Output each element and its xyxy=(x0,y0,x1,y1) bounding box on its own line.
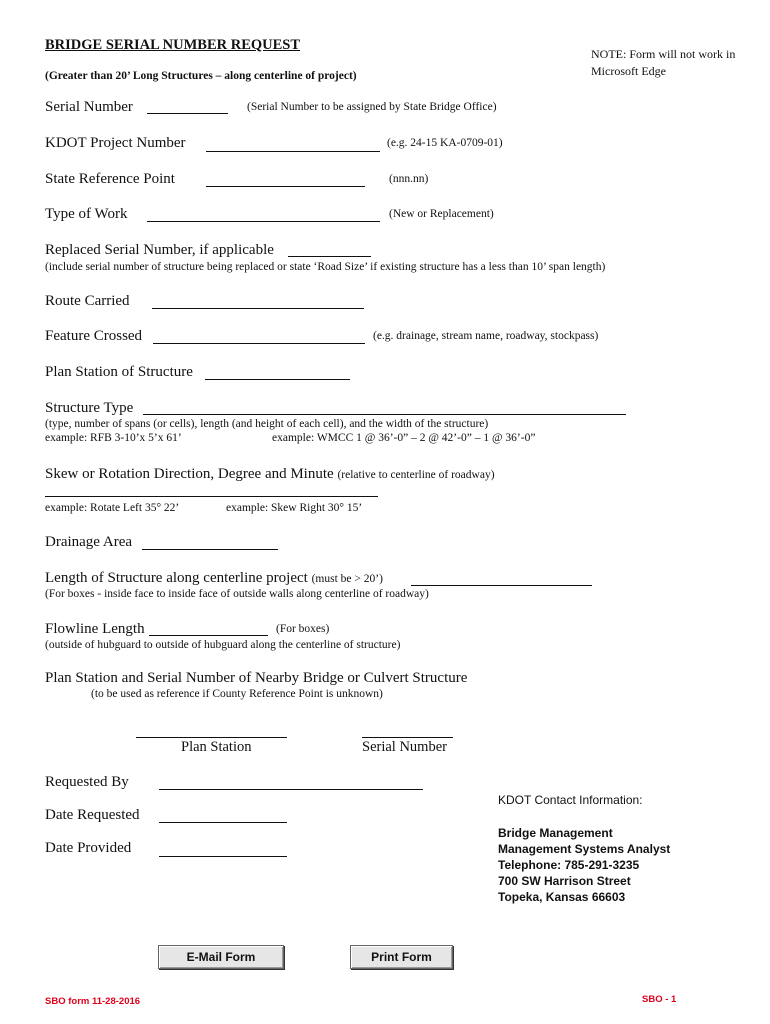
nearby-structure-label: Plan Station and Serial Number of Nearby Bridge or Culvert Structure xyxy=(45,670,468,686)
flowline-field[interactable] xyxy=(149,635,268,636)
date-provided-field[interactable] xyxy=(159,856,287,857)
serial-number-label: Serial Number xyxy=(45,99,133,115)
requested-by-label: Requested By xyxy=(45,774,129,790)
skew-label-suffix: (relative to centerline of roadway) xyxy=(337,469,495,481)
email-form-button[interactable]: E-Mail Form xyxy=(158,945,284,969)
type-of-work-label: Type of Work xyxy=(45,206,128,222)
state-ref-label: State Reference Point xyxy=(45,171,175,187)
date-requested-label: Date Requested xyxy=(45,807,140,823)
serial-number-hint: (Serial Number to be assigned by State Bridge Office) xyxy=(247,101,497,113)
nearby-plan-station-field[interactable] xyxy=(136,737,287,738)
route-carried-field[interactable] xyxy=(152,308,364,309)
print-form-button[interactable]: Print Form xyxy=(350,945,453,969)
state-ref-field[interactable] xyxy=(206,186,365,187)
replaced-serial-field[interactable] xyxy=(288,256,371,257)
skew-example-2: example: Skew Right 30° 15’ xyxy=(226,502,363,514)
nearby-structure-hint: (to be used as reference if County Reference Point is unknown) xyxy=(91,688,383,700)
feature-crossed-label: Feature Crossed xyxy=(45,328,143,344)
length-field[interactable] xyxy=(411,585,592,586)
contact-block xyxy=(498,825,738,905)
plan-station-field[interactable] xyxy=(205,379,350,380)
date-requested-field[interactable] xyxy=(159,822,287,823)
flowline-label: Flowline Length xyxy=(45,621,145,637)
nearby-serial-number-caption: Serial Number xyxy=(362,739,447,755)
structure-type-label: Structure Type xyxy=(45,400,134,416)
state-ref-hint: (nnn.nn) xyxy=(389,173,429,185)
nearby-serial-number-field[interactable] xyxy=(362,737,453,738)
feature-crossed-hint: (e.g. drainage, stream name, roadway, stockpass) xyxy=(373,330,599,342)
structure-type-example-2: example: WMCC 1 @ 36’-0” – 2 @ 42’-0” – 1 @ 36’-0” xyxy=(272,432,536,444)
structure-type-hint: (type, number of spans (or cells), length (and height of each cell), and the width of the structure) xyxy=(45,418,489,430)
plan-station-label: Plan Station of Structure xyxy=(45,364,193,380)
skew-label xyxy=(45,466,495,483)
type-of-work-field[interactable] xyxy=(147,221,380,222)
serial-number-field[interactable] xyxy=(147,113,228,114)
kdot-project-label: KDOT Project Number xyxy=(45,135,186,151)
edge-note: NOTE: Form will not work in Microsoft Edge xyxy=(591,47,736,78)
contact-heading: KDOT Contact Information: xyxy=(498,793,643,807)
drainage-area-label: Drainage Area xyxy=(45,534,133,550)
contact-line-2: Management Systems Analyst xyxy=(498,842,671,856)
date-provided-label: Date Provided xyxy=(45,840,132,856)
form-subtitle: (Greater than 20’ Long Structures – along centerline of project) xyxy=(45,70,357,82)
page-number-footer: SBO - 1 xyxy=(642,994,677,1005)
structure-type-example-1: example: RFB 3-10’x 5’x 61’ xyxy=(45,432,182,444)
length-hint: (For boxes - inside face to inside face of outside walls along centerline of roadway) xyxy=(45,588,429,600)
length-label-suffix: (must be > 20’) xyxy=(311,573,383,585)
type-of-work-hint: (New or Replacement) xyxy=(389,208,494,220)
skew-example-1: example: Rotate Left 35° 22’ xyxy=(45,502,180,514)
structure-type-field[interactable] xyxy=(143,414,626,415)
contact-line-3: Telephone: 785-291-3235 xyxy=(498,858,640,872)
kdot-project-field[interactable] xyxy=(206,151,380,152)
requested-by-field[interactable] xyxy=(159,789,423,790)
skew-label-text: Skew or Rotation Direction, Degree and Minute xyxy=(45,466,334,482)
route-carried-label: Route Carried xyxy=(45,293,130,309)
form-title: BRIDGE SERIAL NUMBER REQUEST xyxy=(45,37,301,53)
form-id-footer: SBO form 11-28-2016 xyxy=(45,996,141,1007)
contact-line-1: Bridge Management xyxy=(498,826,613,840)
length-label-text: Length of Structure along centerline project xyxy=(45,570,308,586)
kdot-project-hint: (e.g. 24-15 KA-0709-01) xyxy=(387,137,503,149)
nearby-plan-station-caption: Plan Station xyxy=(181,739,252,755)
contact-line-5: Topeka, Kansas 66603 xyxy=(498,890,626,904)
contact-line-4: 700 SW Harrison Street xyxy=(498,874,631,888)
flowline-suffix: (For boxes) xyxy=(276,623,330,635)
length-label xyxy=(45,570,383,587)
replaced-serial-hint: (include serial number of structure being replaced or state ‘Road Size’ if existing structure has a less than 10’ span length) xyxy=(45,261,606,273)
feature-crossed-field[interactable] xyxy=(153,343,365,344)
skew-field[interactable] xyxy=(45,496,378,497)
replaced-serial-label: Replaced Serial Number, if applicable xyxy=(45,242,274,258)
drainage-area-field[interactable] xyxy=(142,549,278,550)
flowline-hint: (outside of hubguard to outside of hubguard along the centerline of structure) xyxy=(45,639,401,651)
